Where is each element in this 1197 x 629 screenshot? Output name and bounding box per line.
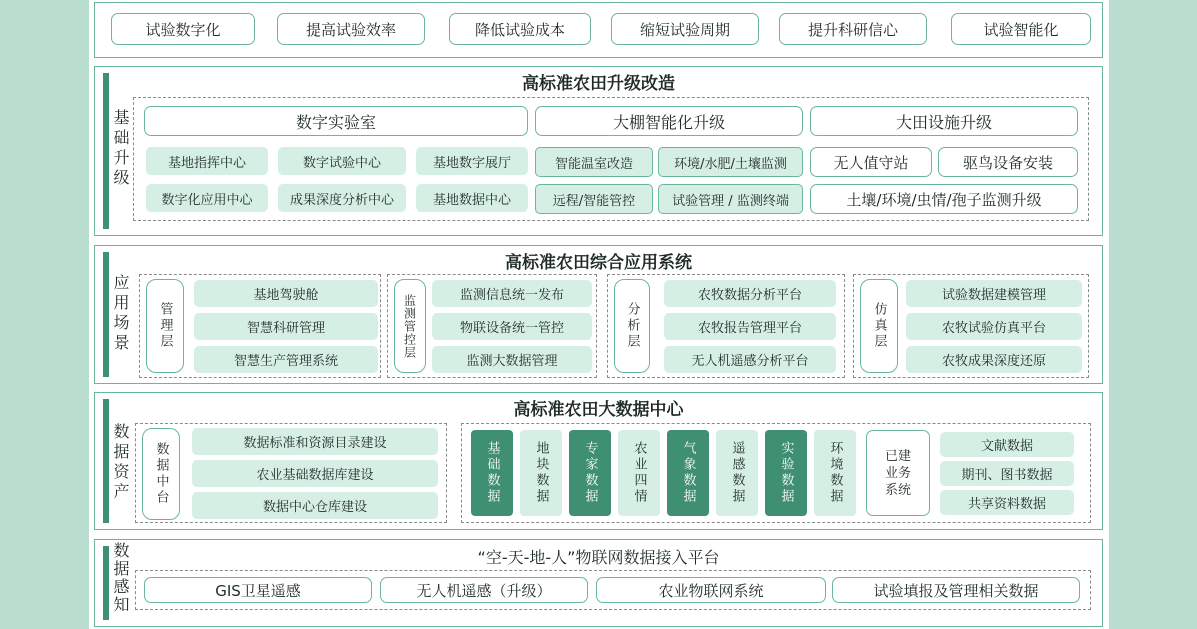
perception-panel xyxy=(135,570,1091,610)
perception-item: 试验填报及管理相关数据 xyxy=(832,577,1080,603)
band-title: 高标准农田大数据中心 xyxy=(513,400,684,420)
app-item: 农牧报告管理平台 xyxy=(664,313,836,340)
app-item: 农牧数据分析平台 xyxy=(664,280,836,307)
layer-pill: 仿真层 xyxy=(860,279,898,373)
lab-header: 数字实验室 xyxy=(144,106,528,136)
goal-item: 试验智能化 xyxy=(951,13,1091,45)
lab-item: 基地指挥中心 xyxy=(146,147,268,175)
perception-item: 无人机遥感（升级） xyxy=(380,577,588,603)
data-column: 实验数据 xyxy=(765,430,807,516)
greenhouse-item: 远程/智能管控 xyxy=(535,184,653,214)
application-band xyxy=(94,245,1103,384)
layer-pill: 数据中台 xyxy=(142,428,180,520)
app-item: 智慧生产管理系统 xyxy=(194,346,378,373)
band-label: 数据资产 xyxy=(111,423,130,503)
platform-item: 数据中心仓库建设 xyxy=(192,492,438,519)
app-item: 监测大数据管理 xyxy=(432,346,592,373)
goal-item: 提高试验效率 xyxy=(277,13,425,45)
lab-item: 基地数字展厅 xyxy=(416,147,528,175)
lab-item: 数字化应用中心 xyxy=(146,184,268,212)
foundation-band xyxy=(94,66,1103,236)
greenhouse-item: 智能温室改造 xyxy=(535,147,653,177)
lab-item: 成果深度分析中心 xyxy=(278,184,406,212)
data-column: 专家数据 xyxy=(569,430,611,516)
goal-item: 试验数字化 xyxy=(111,13,255,45)
field-item: 驱鸟设备安装 xyxy=(938,147,1078,177)
band-title: 高标准农田升级改造 xyxy=(522,74,675,94)
doc-item: 文献数据 xyxy=(940,432,1074,457)
data-assets-band xyxy=(94,392,1103,530)
app-group-management xyxy=(139,274,381,378)
lab-item: 数字试验中心 xyxy=(278,147,406,175)
data-column: 环境数据 xyxy=(814,430,856,516)
perception-item: GIS卫星遥感 xyxy=(144,577,372,603)
app-group-analysis xyxy=(607,274,845,378)
data-column: 基础数据 xyxy=(471,430,513,516)
data-column: 遥感数据 xyxy=(716,430,758,516)
greenhouse-header: 大棚智能化升级 xyxy=(535,106,803,136)
platform-item: 数据标准和资源目录建设 xyxy=(192,428,438,455)
goal-item: 降低试验成本 xyxy=(449,13,591,45)
data-column: 农业四情 xyxy=(618,430,660,516)
lab-item: 基地数据中心 xyxy=(416,184,528,212)
field-item: 土壤/环境/虫情/孢子监测升级 xyxy=(810,184,1078,214)
foundation-panel xyxy=(133,97,1089,221)
app-item: 试验数据建模管理 xyxy=(906,280,1082,307)
layer-pill: 管理层 xyxy=(146,279,184,373)
greenhouse-item: 环境/水肥/土壤监测 xyxy=(658,147,803,177)
goal-item: 缩短试验周期 xyxy=(611,13,759,45)
perception-item: 农业物联网系统 xyxy=(596,577,826,603)
app-item: 物联设备统一管控 xyxy=(432,313,592,340)
band-label: 应用场景 xyxy=(111,274,130,354)
existing-systems-box: 已建 业务 系统 xyxy=(866,430,930,516)
app-item: 基地驾驶舱 xyxy=(194,280,378,307)
goals-band xyxy=(94,2,1103,58)
layer-pill: 监测管控层 xyxy=(394,279,426,373)
architecture-diagram xyxy=(89,0,1109,629)
app-item: 无人机遥感分析平台 xyxy=(664,346,836,373)
goal-item: 提升科研信心 xyxy=(779,13,927,45)
greenhouse-item: 试验管理 / 监测终端 xyxy=(658,184,803,214)
app-item: 农牧试验仿真平台 xyxy=(906,313,1082,340)
field-item: 无人值守站 xyxy=(810,147,932,177)
data-platform-group xyxy=(135,423,447,523)
app-item: 农牧成果深度还原 xyxy=(906,346,1082,373)
app-item: 监测信息统一发布 xyxy=(432,280,592,307)
band-label: 数据感知 xyxy=(111,542,130,614)
doc-item: 共享资料数据 xyxy=(940,490,1074,515)
platform-item: 农业基础数据库建设 xyxy=(192,460,438,487)
perception-band xyxy=(94,539,1103,627)
app-group-simulation xyxy=(853,274,1089,378)
app-group-monitoring xyxy=(387,274,597,378)
doc-item: 期刊、图书数据 xyxy=(940,461,1074,486)
data-columns-group xyxy=(461,423,1091,523)
layer-pill: 分析层 xyxy=(614,279,650,373)
data-column: 地块数据 xyxy=(520,430,562,516)
field-header: 大田设施升级 xyxy=(810,106,1078,136)
band-title: 高标准农田综合应用系统 xyxy=(505,253,692,273)
band-label: 基础升级 xyxy=(111,109,130,189)
data-column: 气象数据 xyxy=(667,430,709,516)
app-item: 智慧科研管理 xyxy=(194,313,378,340)
band-title: “空-天-地-人”物联网数据接入平台 xyxy=(477,548,720,567)
